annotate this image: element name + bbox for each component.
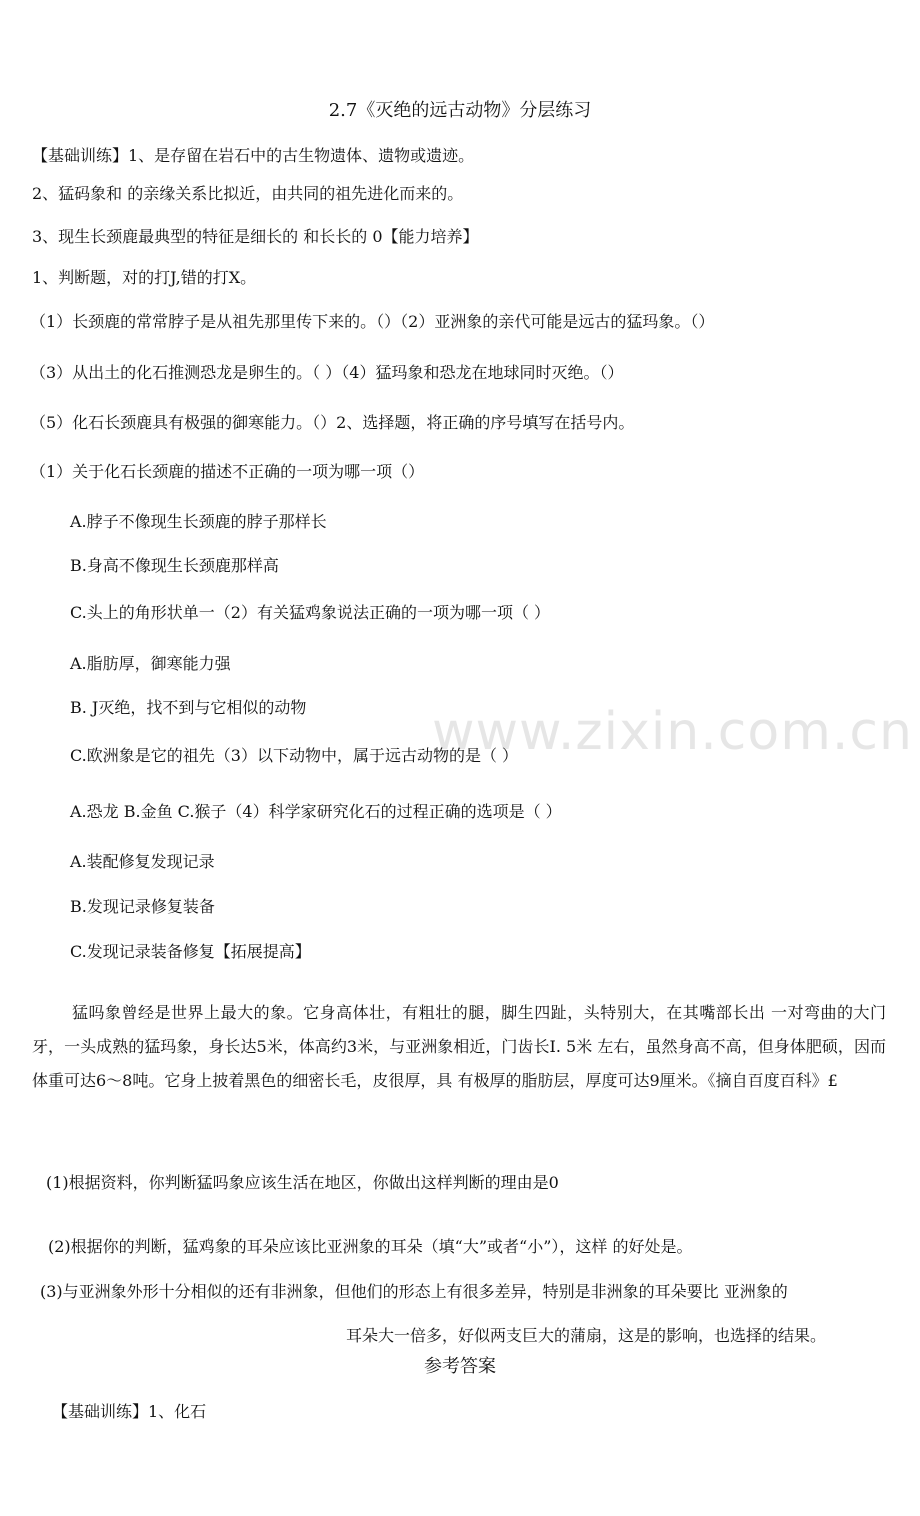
line-judgement-5-choice-heading: （5）化石长颈鹿具有极强的御寒能力。（）2、选择题，将正确的序号填写在括号内。 (30, 413, 635, 432)
line-choice-q2-c-q3: C.欧洲象是它的祖先（3）以下动物中，属于远古动物的是（ ） (70, 746, 519, 765)
mammoth-passage: 猛吗象曾经是世界上最大的象。它身高体壮，有粗壮的腿，脚生四趾，头特别大，在其嘴部长出 一对弯曲的大门牙，一头成熟的猛玛象，身长达5米，体高约3米，与亚洲象相近，门齿长I. 5米 左右，虽然身高不高，但身体肥硕，因而体重可达6〜8吨。它身上披着黑色的细密长毛，皮很厚，具 有极厚的脂肪层，厚度可达9厘米。《摘自百度百科》£ (32, 1003, 886, 1090)
line-extension-q3-cont: 耳朵大一倍多，好似两支巨大的蒲扇，这是的影响，也选择的结果。 (346, 1326, 827, 1345)
line-choice-q2-a: A.脂肪厚，御寒能力强 (70, 654, 231, 673)
line-choice-q4-b: B.发现记录修复装备 (70, 897, 215, 916)
line-extension-q2: (2)根据你的判断，猛鸡象的耳朵应该比亚洲象的耳朵（填“大”或者“小”），这样 的好处是。 (48, 1237, 693, 1256)
line-choice-q4-c-extension: C.发现记录装备修复【拓展提高】 (70, 942, 311, 961)
watermark: www.zixin.com.cn (432, 702, 913, 762)
line-extension-q1: (1)根据资料，你判断猛吗象应该生活在地区，你做出这样判断的理由是0 (46, 1173, 559, 1192)
line-choice-q1-a: A.脖子不像现生长颈鹿的脖子那样长 (70, 512, 327, 531)
line-answer-1: 【基础训练】1、化石 (52, 1402, 207, 1421)
line-choice-q4-a: A.装配修复发现记录 (70, 852, 215, 871)
line-choice-q3-options-q4: A.恐龙 B.金鱼 C.猴子（4）科学家研究化石的过程正确的选项是（ ） (70, 802, 562, 821)
line-basic-training-q3: 3、现生长颈鹿最典型的特征是细长的 和长长的 0【能力培养】 (32, 227, 479, 246)
line-choice-q1-c-q2: C.头上的角形状单一（2）有关猛鸡象说法正确的一项为哪一项（ ） (70, 603, 551, 622)
line-basic-training-q1: 【基础训练】1、是存留在岩石中的古生物遗体、遗物或遗迹。 (32, 146, 475, 165)
line-judgement-1-2: （1）长颈鹿的常常脖子是从祖先那里传下来的。（）（2）亚洲象的亲代可能是远古的猛玛象。（） (30, 312, 715, 331)
answers-heading: 参考答案 (424, 1356, 496, 1377)
line-choice-q1-b: B.身高不像现生长颈鹿那样高 (70, 556, 279, 575)
line-choice-q1: （1）关于化石长颈鹿的描述不正确的一项为哪一项（） (30, 462, 425, 481)
line-basic-training-q2: 2、猛码象和 的亲缘关系比拟近，由共同的祖先进化而来的。 (32, 184, 464, 203)
page-title: 2.7《灭绝的远古动物》分层练习 (328, 100, 592, 121)
line-extension-q3: (3)与亚洲象外形十分相似的还有非洲象，但他们的形态上有很多差异，特别是非洲象的耳朵要比 亚洲象的 (40, 1282, 788, 1301)
line-judgement-3-4: （3）从出土的化石推测恐龙是卵生的。（ ）（4）猛玛象和恐龙在地球同时灭绝。（） (30, 363, 624, 382)
line-choice-q2-b: B. J灭绝，找不到与它相似的动物 (70, 698, 307, 717)
line-judgement-heading: 1、判断题，对的打J,错的打X。 (32, 268, 257, 287)
